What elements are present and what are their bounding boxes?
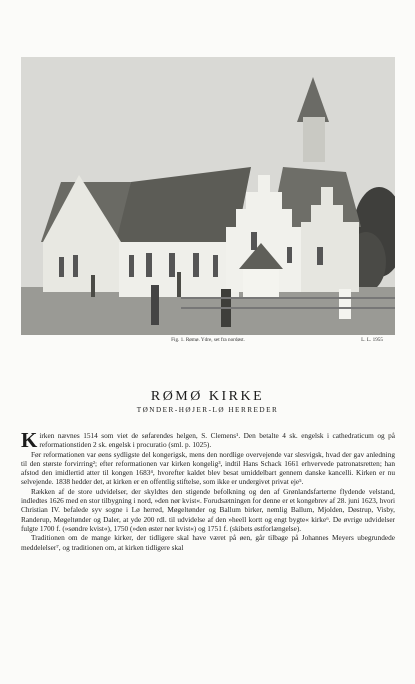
paragraph-3: Rækken af de store udvidelser, der skyldtes den stigende befolkning og den af Grønlandsfarterne flydende velstand, indledtes 1626 med en stor tilbygning i nord, »den nør kvist«. Forudsætningen for denne er et kongebrev af 28. juni 1623, hvori Christian IV. befalede syv sogne i Lø herred, Møgeltønder og Ballum birker, nemlig Ballum, Mjolden, Døstrup, Visby, Randerup, Møgeltønder og Daler, at yde 200 rdl. til udvidelse af den »heell kortt og engt bygte« kirke⁶. De øvrige udvidelser fulgte 1700 f. (»søndre kvist«), 1750 (»den øster nør kvist«) og 1751 f. (skibets østforlængelse).	[21, 486, 395, 533]
paragraph-1	[21, 428, 395, 452]
body-text	[21, 428, 395, 552]
church-illustration	[21, 57, 395, 335]
caption-text: Fig. 1. Rømø. Ydre, set fra nordøst.	[171, 337, 245, 343]
paragraph-1-text: irken nævnes 1514 som viet de søfarendes helgen, S. Clemens¹. Den betalte 4 sk. engelsk i cathedraticum og på reformationstiden 2 sk. engelsk i procuratio (sml. p. 1025).	[39, 431, 395, 450]
paragraph-4: Traditionen om de mange kirker, der tidligere skal have været på øen, går tilbage på Johannes Meyers ubegrundede meddelelser⁷, og traditionen om, at kirken tidligere skal	[21, 533, 395, 552]
paragraph-2: Før reformationen var øens sydligste del kongerigsk, mens den nordlige overvejende var slesvigsk, hvad der gav anledning til den største forvirring²; efter reformationen var kirken kongelig³, indtil Hans Schack 1661 erhvervede patronatsretten; han afstod den imidlertid atter til kongen 1683⁴, hvorefter kaldet blev besat umiddelbart gennem danske kancelli. Kirken er nu selvejende. 1838 hedder det, at kirken er en offentlig stiftelse, som ikke er undergivet privat eje⁵.	[21, 449, 395, 487]
drop-cap: K	[21, 428, 38, 452]
page-subtitle: TØNDER-HØJER-LØ HERREDER	[136, 406, 279, 414]
photo-credit: L. L. 1955	[361, 337, 383, 343]
church-photograph	[21, 57, 395, 335]
page-title: RØMØ KIRKE	[150, 389, 265, 404]
